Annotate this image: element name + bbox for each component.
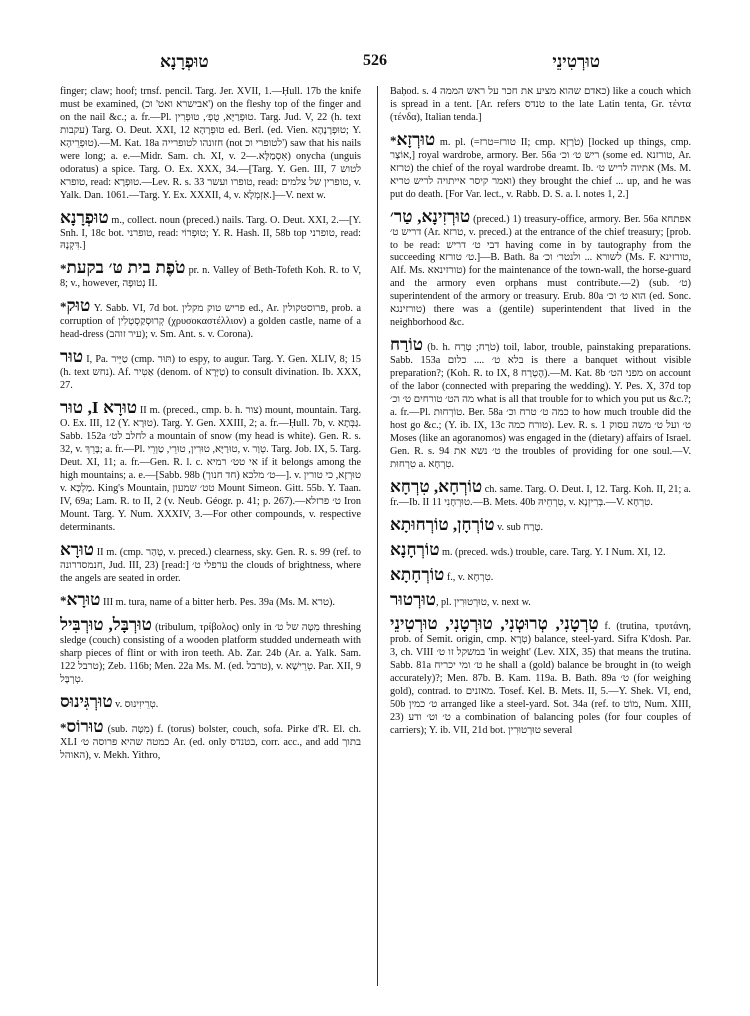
entry-headword: טוּרְזָא <box>396 129 436 149</box>
entry-headword: טוּרָא <box>66 590 101 610</box>
dictionary-entry <box>390 129 691 202</box>
dictionary-entry <box>60 617 361 687</box>
entry-headword: טוֹרְחָנָא <box>390 539 440 559</box>
entry-text: (tribulum, τρίβολος) only in מִטָּה של ט׳ threshing sledge (couch) consisting of a wooden platform studded underneath with sharp pieces of flint or with iron teeth. Ab. Zar. 24b (Ar. a. Yalk. Sam. 122 טרבל); Zeb. 116b; Men. 22a Ms. M. (ed. טרבל), v. טְרֵישָׁא. Par. XII, 9 טְרְבָּל. <box>60 622 361 686</box>
entry-text: m., collect. noun (preced.) nails. Targ. O. Deut. XXI, 2.—[Y. Snh. I, 18c bot. טופרני, read: טוּפְרוֹי; Y. R. Hash. II, 58b top טופרני, read: דִּקְנָהּ.] <box>60 214 361 252</box>
entry-headword: טוּרוֹס <box>66 717 104 737</box>
entry-headword: טוֹרְחָתָא <box>390 564 445 584</box>
entry-headword: טוּרָא I, טוּר <box>60 398 137 418</box>
dictionary-entry <box>390 337 691 472</box>
column-divider <box>377 86 378 986</box>
entry-text: I, Pa. טַיֵּיר (cmp. תּוּר) to espy, to augur. Targ. Y. Gen. XLIV, 8; 15 (h. text נחש). Af. אַטִּיר (denom. of טַיְּרָא) to consult divination. Ib. XXX, 27. <box>60 354 361 392</box>
entry-marker: * <box>60 593 67 609</box>
entry-headword: טוּרָא <box>60 539 94 559</box>
entry-text: , pl. טוּרְטוּרִין, v. next w. <box>435 596 531 608</box>
entry-text: Y. Sabb. VI, 7d bot. פריש טוק מקלין ed., Ar. פרוסטקולין, prob. a corruption of קְרוּסְקַסְטְלִין (χρυσοκαστέλλιον) a golden castle, name of a head-dress (עיר זוהב); v. Sm. Ant. s. v. Corona). <box>60 303 361 341</box>
entry-text: f., v. טִרְחָא. <box>444 571 494 583</box>
dictionary-entry <box>390 564 691 585</box>
entry-headword: טוּרְבָּל, טוּרְבִּיל <box>60 615 152 635</box>
page-number: 526 <box>363 52 387 69</box>
entry-headword: טֹפֶת בית טּ׳ בקעת <box>66 258 186 278</box>
entry-text: v. טְרֵיזִינוּס. <box>112 699 159 711</box>
entry-headword: טוּפְרָנָא <box>60 207 109 227</box>
entry-text: Baḥod. s. 4 כאדם שהוא מציע את חכר על ראש הממה) like a couch which is spread in a tent. [Ar. refers טנדס to the late Latin tenta, Gr. τέντα (τένδα), Italian tenda.] <box>390 86 691 123</box>
entry-text: m. (preced. wds.) trouble, care. Targ. Y. I Num. XI, 12. <box>439 546 666 558</box>
entry-headword: טוּרְזִינָא, טַר׳ <box>390 206 471 226</box>
entry-headword: טוּרְטוּר <box>390 589 436 609</box>
dictionary-entry <box>60 207 361 254</box>
entry-text: finger; claw; hoof; trnsf. pencil. Targ. Jer. XVII, 1.—Ḥull. 17b the knife must be examined, (אבישרא ואט' וכ') on the fleshy top of the finger and on the nail &c.; a. fr.—Pl. טוּפְרַיָּא, טֻפְ׳, טוּפְרִין. Targ. Jud. V, 22 (h. text עקבות) Targ. O. Deut. XXI, 12 טוּפְרָהָא ed. Berl. (ed. Vien. טוּפְרָנָהָא; Y. טוּפְרֵיהָא).—M. Kat. 18a חזונהו לטופרייה (not לטופרי וכ') saw that his nails were long; a. e.—Midr. Sam. ch. XI, v. אִסְמַלָּא.—2) onycha (unguis odoratus) a spice. Targ. O. Ex. XXX, 34.—[Targ. Y. Gen. III, 7 לטוש טופרא, read: טוּפְרָא.—Lev. R. s. 33 טופרו ועשר, read: טופרין של צלמים, v. Yalk. Dan. 1061.—Targ. Y. Ex. XXXII, 4, v. אִזְמְלָא.]—V. next w. <box>60 86 361 201</box>
entry-text: m. pl. (=טורז=טרז II; cmp. טֹרְזָא) [locked up things, cmp. אוֹצָר,] royal wardrobe, armory. Ber. 56a ריש ט׳ וכ׳ (some ed. טורזנא, Ar. טרזא) the chief of the royal wardrobe dreamt. Ib. אתיוה לריש ט׳ (Ms. M. ואמר קיסר אייתויה לריש טריא) they brought the chief ... up, and he was put do death. [For Var. lect., v. Rabb. D. S. a. l. notes 1, 2.] <box>390 136 691 200</box>
entry-text: v. sub טָרַח. <box>494 521 544 533</box>
dictionary-entry <box>390 616 691 738</box>
entry-headword: טוֹרַח <box>390 335 424 355</box>
dictionary-entry <box>60 298 361 342</box>
entry-headword: טִרְטָנִי, טְרוּטְנִי, טוּרְטָנִי, טוּרְטִינֵי <box>390 614 599 634</box>
dictionary-entry <box>390 86 691 125</box>
entry-text: II m. (cmp. טְהַר, v. preced.) clearness, sky. Gen. R. s. 99 (ref. to חנמסדרונה, Jud. III, 23) [read:] ערפלי ט׳ the clouds of brightness, where the angels are seated in order. <box>60 546 361 584</box>
entry-headword: טוֹרְחָא, טִרְחָא <box>390 476 483 496</box>
entry-marker: * <box>390 132 397 148</box>
entry-marker: * <box>60 299 67 315</box>
left-column <box>60 86 361 991</box>
entry-text: pr. n. Valley of Beth-Tofeth Koh. R. to V, 8; v., however, נְטוּפָה II. <box>60 265 361 290</box>
dictionary-entry <box>60 260 361 291</box>
dictionary-entry <box>60 400 361 535</box>
dictionary-entry <box>60 719 361 763</box>
dictionary-entry <box>60 694 361 712</box>
dictionary-entry <box>60 539 361 586</box>
dictionary-entry <box>390 476 691 510</box>
entry-text: f. (trutina, τρυτάνη, prob. of Semit. origin, cmp. טְרָא) balance, steel-yard. Sifra K'dosh. Par. 3, ch. VIII במשקל זו ט׳ 'in weight' (Lev. XIX, 35) that means the trutina. Sabb. 81a ט׳ ומי יכריח he shall a (gold) balance be brought in (to weigh accurately)?; Men. 87b. B. Kam. 119a. B. Bath. 89a ט׳ (for weighing gold), contrad. to מאזנים. Tosef. Kel. B. Mets. II, 5.—Y. Shek. VI, end, 50b ט׳ כמין arranged like a steel-yard. Sot. 34a (ref. to מוֹט, Num. XIII, 23) ט׳ וט׳ ודע a combination of balancing poles (for four couples of carriers); Y. ib. VII, 21d bot. טוּרְטוּרִין several <box>390 621 691 737</box>
entry-headword: טוּק <box>66 296 91 316</box>
entry-text: III m. tura, name of a bitter herb. Pes. 39a (Ms. M. טרא). <box>100 597 335 609</box>
dictionary-entry <box>390 206 691 331</box>
right-column <box>390 86 691 991</box>
dictionary-entry <box>60 86 361 203</box>
entry-text: (sub. מִטָּה) f. (torus) bolster, couch, sofa. Pirke d'R. El. ch. XLI כמטה שהיא פרוסה ט׳ Ar. (ed. only בטנדס, corr. acc., and add בתוך האוהל), v. Mekh. Yithro, <box>60 724 361 762</box>
dictionary-entry <box>60 592 361 610</box>
running-head-left: טוּפְרָנָא <box>160 52 209 71</box>
entry-headword: טוּר <box>60 347 83 367</box>
entry-text: (b. h. טֹרַח; טְרַח) toil, labor, trouble, painstaking preparations. Sabb. 153a בלא ט׳ .... כלום is there a banquet without visible preparation?; (Koh. R. to IX, 8 הֶטְרַח).—M. Kat. 8b מפני הט׳ on account of the labor (connected with preparing the wedding). Y. Pes. X, 37d top מה הט׳ טורחים ט׳ וכ׳ what is all that trouble for to which you put us &c.?; a. fr.—Pl. טוֹרְחוּת. Ber. 58a כמה ט׳ טרח וכ׳ to how much trouble did the host go &c.; (Y. ib. IX, 13c טורח כמה). Lev. R. s. 1 ט׳ ועל ט׳ משה עסוק Moses (like an agoranomos) was engaged in the (dietary) affairs of Israel. Gen. R. s. 94 ט׳ נשא את the troubles of providing for one soul.—V. טִרְחוּת a. טִרְחָא. <box>390 342 691 470</box>
entry-headword: טוֹרְחָן, טוֹרְחוּתָא <box>390 514 495 534</box>
dictionary-entry <box>390 539 691 560</box>
entry-text: II m. (preced., cmp. b. h. צור) mount, mountain. Targ. O. Ex. III, 12 (Y. טוּרָא). Targ. Y. Gen. XXIII, 2; a. fr.—Ḥull. 7b, v. גַּבְּתָא. Sabb. 152a לחלב לט׳ a mountain of snow (my head is white). Gen. R. s. 32, v. בָּרֵךְ; a. fr.—Pl. טוּרַיָּא, טוּרִין, טוּרֵי, טַוְרֵי, v. טְוַר. Targ. Job. IX, 5. Targ. Deut. XI, 11; a. fr.—Gen. R. l. c. אי טט׳ רמיא if it belongs among the high mountains; a. e.—[Sabb. 98b (חד חנוך) ט׳ מלכא—]. v. טוּרְזָא, כי טורין v. מַלְכָּא. King's Mountain, טט׳ שמעון Mount Simeon. Gitt. 55b. Y. Taan. IV, 69a; Lam. R. to II, 2 (v. Neub. Géogr. p. 41; p. 267).—ט׳ פרזלא Iron Mount. Targ. Y. Num. XXXIV, 3.—For other compounds, v. respective determinants. <box>60 405 361 533</box>
entry-marker: * <box>60 720 67 736</box>
entry-marker: * <box>60 261 67 277</box>
page-header <box>60 52 690 76</box>
entry-headword: טוּרְגִּינוּס <box>60 692 113 712</box>
dictionary-entry <box>390 514 691 535</box>
dictionary-entry <box>60 349 361 393</box>
dictionary-entry <box>390 589 691 610</box>
entry-text: (preced.) 1) treasury-office, armory. Ber. 56a אפתחא דריש ט׳ (Ar. טרזא, v. preced.) at the entrance of the chief treasury; [prob. to be read: דבי ט׳ דריש having come in by tautography from the succeeding ט׳ טורזא.]—B. Bath. 8a לשורא ... ולנטר׳ וכ׳ (Ms. F. טורזינא, Alf. Ms. טורזינאא) for the maintenance of the town-wall, the horse-guard and the armory even orphans must contribute.—2) (sub. ט׳) superintendent of the armory or treasury. Erub. 80a הוא ט׳ וכ׳ (ed. Sonc. טורזינגא) there was a (gentile) superintendent that lived in the neighborhood &c. <box>390 213 691 329</box>
running-head-right: טוּרְטִינֵי <box>552 52 600 71</box>
entry-text: ch. same. Targ. O. Deut. I, 12. Targ. Koh. II, 21; a. fr.—Ib. II 11 טוּרְחָנִי.—B. Mets. 40b טִרְחֵיהּ, v. בְּרִיזְנָא.—V. טִרְחָא. <box>390 483 691 508</box>
